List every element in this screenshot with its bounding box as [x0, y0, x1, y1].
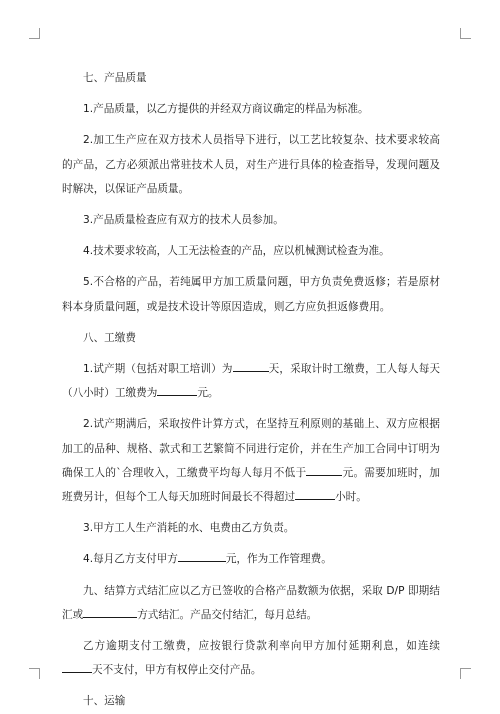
- section-heading-transport: 十、运输: [83, 695, 126, 708]
- paragraph-quality-3: 3.产品质量检查应有双方的技术人员参加。: [83, 214, 284, 227]
- blank-field: [295, 487, 335, 500]
- blank-field: [157, 383, 197, 396]
- fee-1-text-c: 元。: [197, 387, 219, 400]
- blank-field: [178, 549, 226, 562]
- crop-mark-top-right: [460, 28, 471, 39]
- blank-field: [62, 660, 92, 673]
- settlement-2-text-b: 天不支付，甲方有权停止交付产品。: [92, 664, 262, 677]
- settlement-2-text-a: 乙方逾期支付工缴费，应按银行贷款利率向甲方加付延期利息，如连续: [83, 640, 440, 653]
- fee-2-text-a: 2.试产期满后，采取按件计算方式，在坚持互利原则的基础上、双方应根据加工的品种、规格、款式和工艺繁简不同进行定价，并在生产加工合同中订明为确保工人的`合理收入，工缴费平均每人每月不低于: [62, 418, 440, 479]
- paragraph-fee-4: [62, 547, 440, 571]
- section-heading-processing-fee: 八、工缴费: [83, 331, 136, 344]
- fee-2-text-c: 小时。: [335, 491, 367, 504]
- paragraph-fee-3: 3.甲方工人生产消耗的水、电费由乙方负责。: [83, 522, 295, 535]
- settlement-1-text-b: 方式结汇。产品交付结汇，每月总结。: [137, 608, 318, 621]
- fee-1-text-a: 1.试产期（包括对职工培训）为: [83, 363, 233, 376]
- paragraph-quality-1: 1.产品质量，以乙方提供的并经双方商议确定的样品为标准。: [83, 103, 369, 116]
- blank-field: [233, 359, 269, 372]
- crop-mark-bottom-left: [29, 668, 40, 679]
- document-body: [62, 66, 440, 714]
- fee-1-text-b: 天，采取计时工缴费，工人每人每天（八小时）工缴费为: [62, 363, 441, 400]
- crop-mark-bottom-right: [460, 668, 471, 679]
- blank-field: [83, 605, 137, 618]
- paragraph-quality-4: 4.技术要求较高，人工无法检查的产品，应以机械测试检查为准。: [83, 245, 390, 258]
- settlement-1-text-a: 九、结算方式结汇应以乙方已签收的合格产品数额为依据，采取 D/P 即期结汇或: [62, 584, 440, 621]
- section-heading-product-quality: 七、产品质量: [83, 72, 147, 84]
- crop-mark-top-left: [29, 28, 40, 39]
- paragraph-settlement-1: [62, 579, 440, 627]
- paragraph-fee-2: [62, 412, 440, 509]
- paragraph-fee-1: [62, 357, 440, 405]
- fee-4-text-b: 元，作为工作管理费。: [225, 553, 332, 566]
- blank-field: [306, 463, 342, 476]
- fee-4-text-a: 4.每月乙方支付甲方: [83, 553, 178, 566]
- fee-2-text-b: 元。需要加班时，加班费另计，但每个工人每天加班时间最长不得超过: [62, 466, 441, 504]
- paragraph-quality-5: 5.不合格的产品，若纯属甲方加工质量问题，甲方负责免费返修；若是原材料本身质量问题，或是技术设计等原因造成，则乙方应负担返修费用。: [62, 276, 440, 313]
- paragraph-settlement-2: [62, 634, 440, 682]
- paragraph-quality-2: 2.加工生产应在双方技术人员指导下进行，以工艺比较复杂、技术要求较高的产品，乙方必须派出常驻技术人员，对生产进行具体的检查指导，发现问题及时解决，以保证产品质量。: [62, 134, 440, 195]
